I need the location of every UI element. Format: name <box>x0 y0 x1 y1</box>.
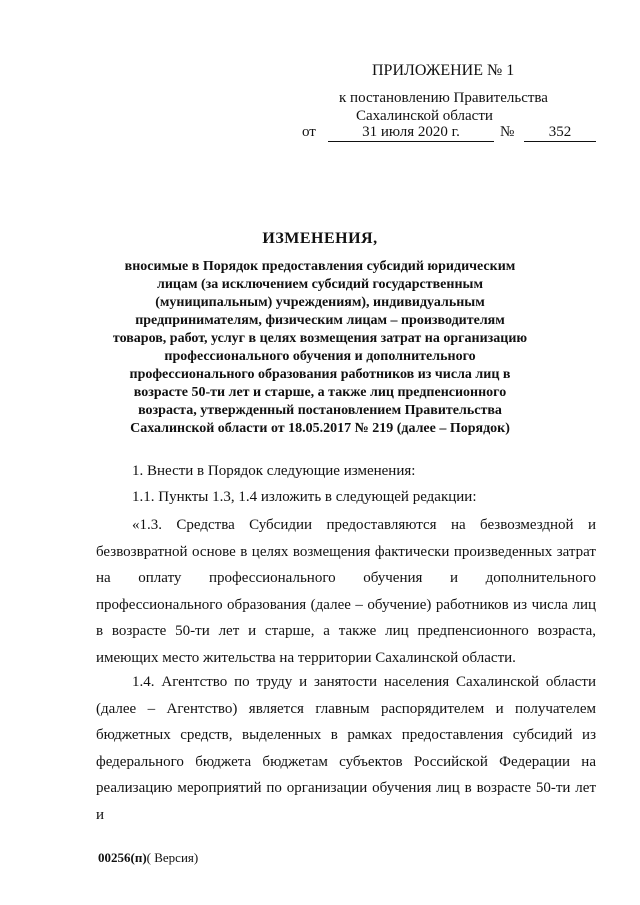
appendix-region-line: Сахалинской области <box>356 108 493 124</box>
appendix-resolution-line: к постановлению Правительства <box>339 90 548 106</box>
paragraph-1-3: «1.3. Средства Субсидии предоставляются на безвозмездной и безвозвратной основе в целях возмещения фактически произведенных затрат на оплату профессионального обучения и дополнительного профессионального образования (далее – обучение) работников из числа лиц в возрасте 50-ти лет и старше, а также лиц предпенсионного возраста, имеющих место жительства на территории Сахалинской области. <box>96 517 596 666</box>
paragraph-1-4: 1.4. Агентство по труду и занятости населения Сахалинской области (далее – Агентство) является главным распорядителем и получателем бюджетных средств, выделенных в рамках предоставления субсидий из федерального бюджета бюджетам субъектов Российской Федерации на реализацию мероприятий по организации обучения лиц в возрасте 50-ти лет и <box>96 674 596 823</box>
document-title: ИЗМЕНЕНИЯ, <box>262 230 378 247</box>
resolution-number: 352 <box>524 124 596 142</box>
paragraph-1-1: 1.1. Пункты 1.3, 1.4 изложить в следующей редакции: <box>132 489 477 505</box>
footer-code: 00256(п) <box>98 850 147 865</box>
document-subtitle: вносимые в Порядок предоставления субсидий юридическим лицам (за исключением субсидий государственным (муниципальным) учреждениям), индивидуальным предпринимателям, физическим лицам – производителям товаров, работ, услуг в целях возмещения затрат на организацию профессионального обучения и дополнительного профессионального образования работников из числа лиц в возрасте 50-ти лет и старше, а также лиц предпенсионного возраста, утвержденный постановлением Правительства Сахалинской области от 18.05.2017 № 219 (далее – Порядок) <box>112 259 528 436</box>
number-label: № <box>500 124 515 140</box>
footer-version: ( Версия) <box>146 850 199 865</box>
footer-doc-code <box>98 850 198 866</box>
from-label: от <box>302 124 316 140</box>
paragraph-1: 1. Внести в Порядок следующие изменения: <box>132 463 416 479</box>
appendix-title: ПРИЛОЖЕНИЕ № 1 <box>372 62 515 79</box>
appendix-date-row <box>302 124 602 144</box>
resolution-date: 31 июля 2020 г. <box>328 124 494 142</box>
